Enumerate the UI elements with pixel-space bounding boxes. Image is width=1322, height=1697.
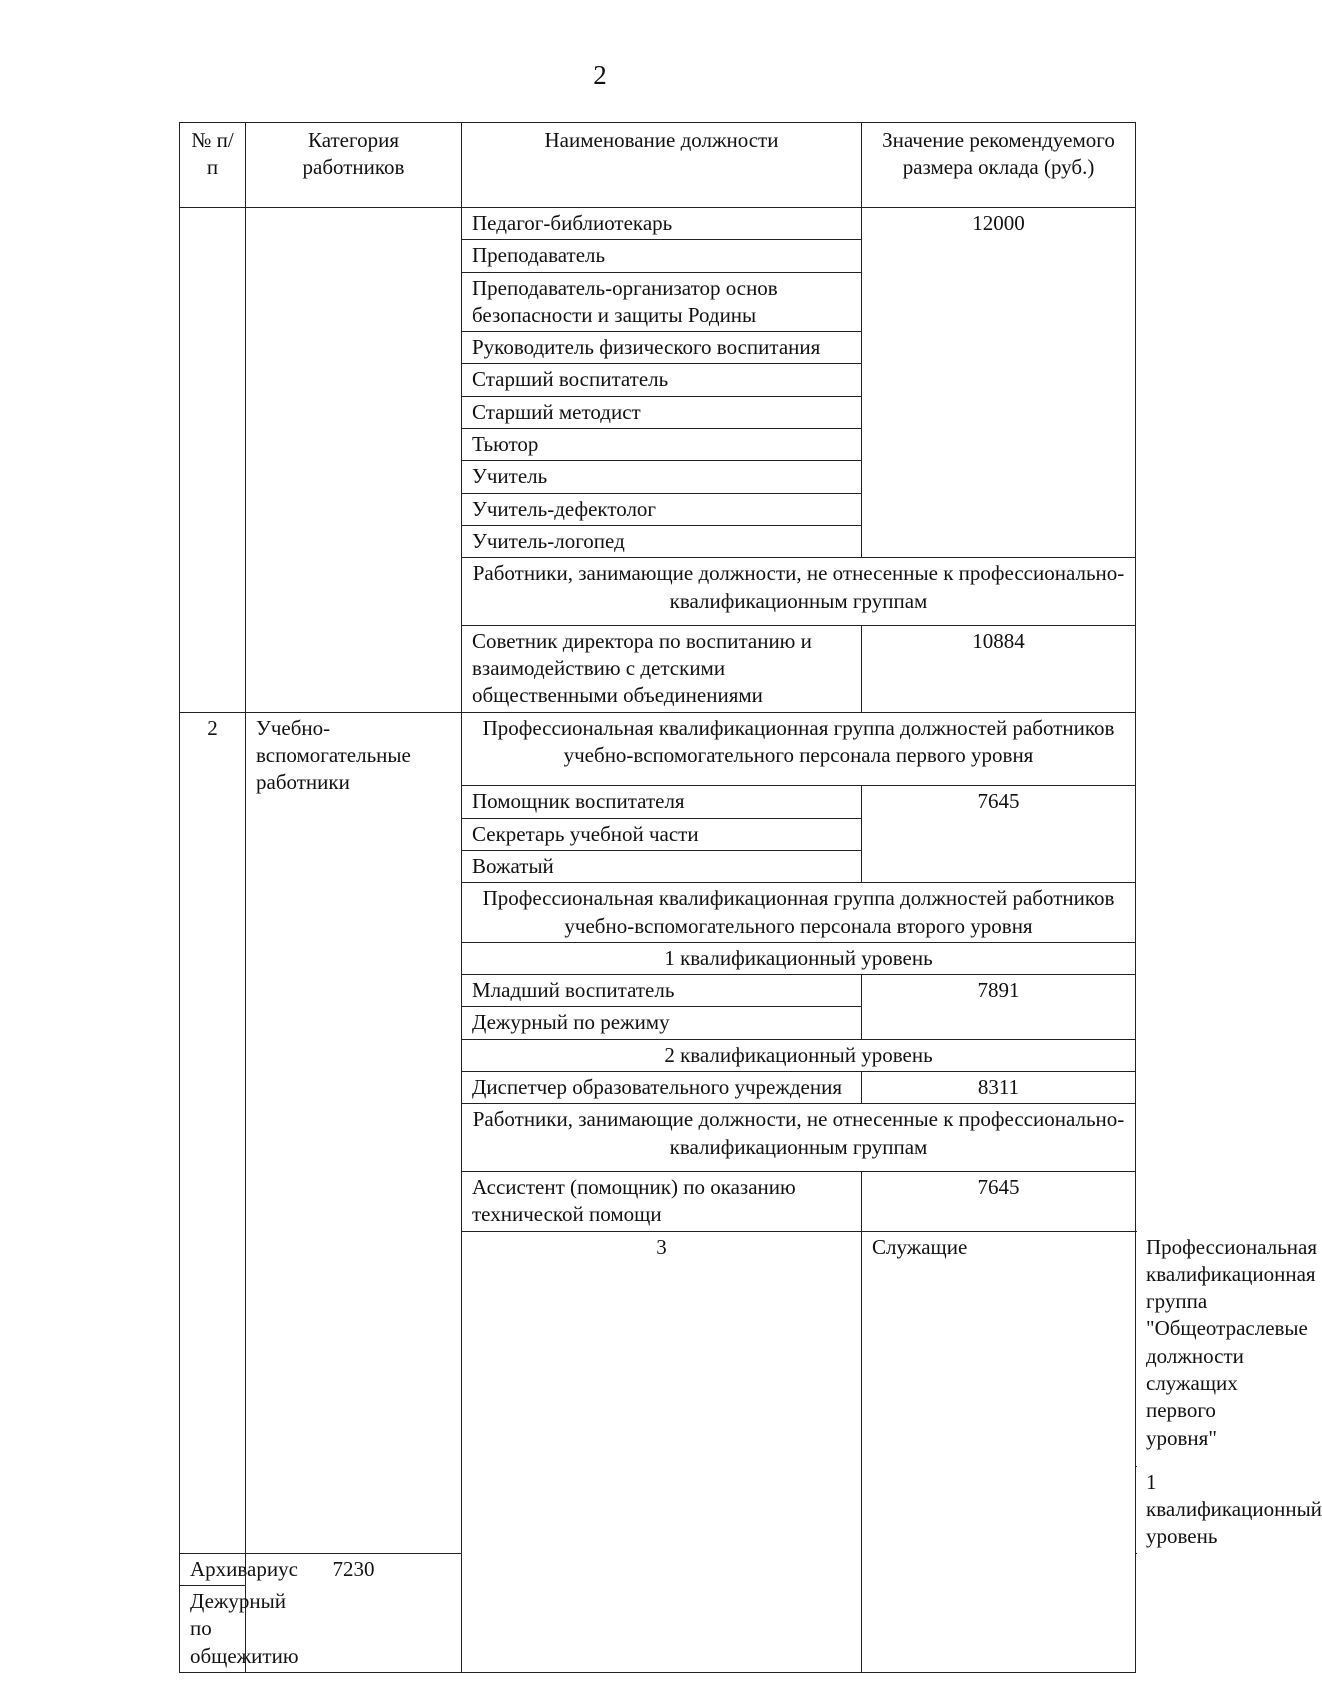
salary-cell: 7645 — [862, 786, 1136, 883]
category-cell — [246, 208, 462, 713]
table-row — [180, 712, 1136, 786]
group-heading: Профессиональная квалификационная группа должностей работников учебно-вспомогательного персонала первого уровня — [462, 712, 1136, 786]
group-heading: Работники, занимающие должности, не отнесенные к профессионально-квалификационным группам — [462, 1104, 1136, 1172]
position-cell: Помощник воспитателя — [462, 786, 862, 818]
position-cell: Вожатый — [462, 850, 862, 882]
header-salary: Значение рекомендуемого размера оклада (руб.) — [862, 123, 1136, 208]
category-cell: Служащие — [862, 1231, 1136, 1672]
table-row: 1 квалификационный уровень — [1146, 1469, 1322, 1549]
num-cell: 3 — [462, 1231, 862, 1672]
position-cell: Дежурный по общежитию — [180, 1586, 246, 1673]
position-cell: Архивариус — [180, 1553, 246, 1585]
salary-cell: 7645 — [862, 1171, 1136, 1231]
num-cell — [180, 208, 246, 713]
level-heading: 2 квалификационный уровень — [462, 1039, 1136, 1071]
header-position: Наименование должности — [462, 123, 862, 208]
header-category: Категория работников — [246, 123, 462, 208]
salary-cell: 7230 — [246, 1553, 462, 1672]
table-row: 3 Служащие Профессиональная квалификационная группа "Общеотраслевые должности служащих первого уровня" — [180, 1231, 1136, 1466]
position-cell: Старший методист — [462, 396, 862, 428]
position-cell: Руководитель физического воспитания — [462, 332, 862, 364]
position-cell: Секретарь учебной части — [462, 818, 862, 850]
salary-table — [179, 122, 1322, 1673]
level-heading: 1 квалификационный уровень — [462, 942, 1136, 974]
position-cell: Тьютор — [462, 429, 862, 461]
position-cell: Учитель-дефектолог — [462, 493, 862, 525]
position-cell: Учитель-логопед — [462, 525, 862, 557]
position-cell: Ассистент (помощник) по оказанию технической помощи — [462, 1171, 862, 1231]
salary-cell: 7891 — [862, 975, 1136, 1040]
header-num: № п/п — [180, 123, 246, 208]
table-header-row — [180, 123, 1136, 208]
position-cell: Старший воспитатель — [462, 364, 862, 396]
page-number: 2 — [593, 60, 607, 90]
category-cell: Учебно-вспомогательные работники — [246, 712, 462, 1553]
salary-cell: 10884 — [862, 625, 1136, 712]
position-cell: Младший воспитатель — [462, 975, 862, 1007]
salary-cell: 8311 — [862, 1072, 1136, 1104]
position-cell: Учитель — [462, 461, 862, 493]
position-cell: Дежурный по режиму — [462, 1007, 862, 1039]
position-cell: Преподаватель-организатор основ безопасности и защиты Родины — [462, 272, 862, 332]
position-cell: Преподаватель — [462, 240, 862, 272]
position-cell: Диспетчер образовательного учреждения — [462, 1072, 862, 1104]
group-heading: Профессиональная квалификационная группа должностей работников учебно-вспомогательного персонала второго уровня — [462, 883, 1136, 943]
position-cell: Советник директора по воспитанию и взаимодействию с детскими общественными объединениями — [462, 625, 862, 712]
table-row — [180, 208, 1136, 240]
num-cell: 2 — [180, 712, 246, 1553]
salary-cell: 12000 — [862, 208, 1136, 558]
group-heading: Работники, занимающие должности, не отнесенные к профессионально-квалификационным группам — [462, 558, 1136, 626]
position-cell: Педагог-библиотекарь — [462, 208, 862, 240]
